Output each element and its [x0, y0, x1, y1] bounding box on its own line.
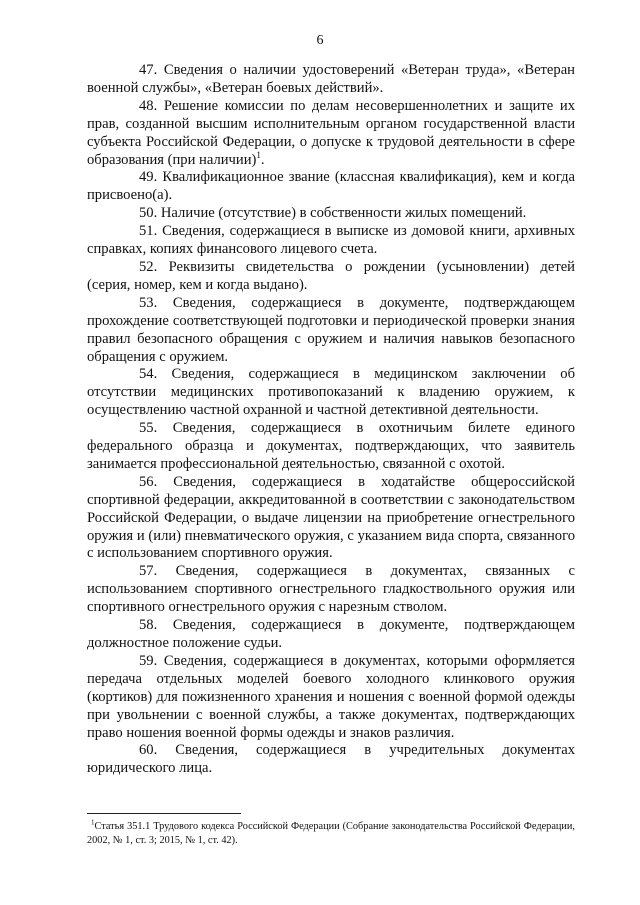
list-item-57: 57. Сведения, содержащиеся в документах, связанных с использованием спортивного огнестрельного гладкоствольного оружия или спортивного огнестрельного оружия с нарезным стволом.	[87, 563, 575, 616]
list-item-54: 54. Сведения, содержащиеся в медицинском заключении об отсутствии медицинских противопоказаний к владению оружием, к осуществлению частной охранной и частной детективной деятельности.	[87, 366, 575, 419]
footnote-divider	[87, 813, 241, 814]
list-item-48: 48. Решение комиссии по делам несовершеннолетних и защите их прав, созданной высшим исполнительным органом государственной власти субъекта Российской Федерации, о допуске к трудовой деятельности в сфере образования (при наличии)$^1$.	[87, 97, 575, 168]
list-item-59: 59. Сведения, содержащиеся в документах, которыми оформляется передача отдельных моделей боевого холодного клинкового оружия (кортиков) для пожизненного хранения и ношения с военной формой одежды при увольнении с военной службы, а также документах, подтверждающих право ношения военной формы одежды и знаков различия.	[87, 652, 575, 741]
list-item-52: 52. Реквизиты свидетельства о рождении (усыновлении) детей (серия, номер, кем и когда выдано).	[87, 258, 575, 293]
document-body	[87, 62, 575, 778]
list-item-56: 56. Сведения, содержащиеся в ходатайстве общероссийской спортивной федерации, аккредитованной в соответствии с законодательством Российской Федерации, о выдаче лицензии на приобретение огнестрельного оружия и (или) пневматического оружия, с указанием вида спорта, связанного с использованием спортивного оружия.	[87, 473, 575, 562]
list-item-53: 53. Сведения, содержащиеся в документе, подтверждающем прохождение соответствующей подготовки и периодической проверки знания правил безопасного обращения с оружием и наличия навыков безопасного обращения с оружием.	[87, 294, 575, 365]
list-item-58: 58. Сведения, содержащиеся в документе, подтверждающем должностное положение судьи.	[87, 617, 575, 651]
list-item-55: 55. Сведения, содержащиеся в охотничьим билете единого федерального образца и документах, подтверждающих, что заявитель занимается профессиональной деятельностью, связанной с охотой.	[87, 420, 575, 472]
list-item-51: 51. Сведения, содержащиеся в выписке из домовой книги, архивных справках, копиях финансового лицевого счета.	[87, 223, 575, 258]
footnote-reference[interactable]: 1	[256, 149, 261, 160]
list-item-49: 49. Квалификационное звание (классная квалификация), кем и когда присвоено(а).	[87, 169, 575, 204]
footnote-marker: 1	[91, 818, 95, 827]
list-item-47: 47. Сведения о наличии удостоверений «Ветеран труда», «Ветеран военной службы», «Ветеран боевых действий».	[87, 62, 575, 96]
footnote-text: Статья 351.1 Трудового кодекса Российской Федерации (Собрание законодательства Российской Федерации, 2002, № 1, ст. 3; 2015, № 1, ст. 42).	[87, 821, 575, 846]
footnote	[87, 820, 575, 847]
page-number: 6	[316, 33, 324, 48]
list-item-50: 50. Наличие (отсутствие) в собственности жилых помещений.	[139, 205, 527, 222]
list-item-60: 60. Сведения, содержащиеся в учредительных документах юридического лица.	[87, 742, 575, 777]
